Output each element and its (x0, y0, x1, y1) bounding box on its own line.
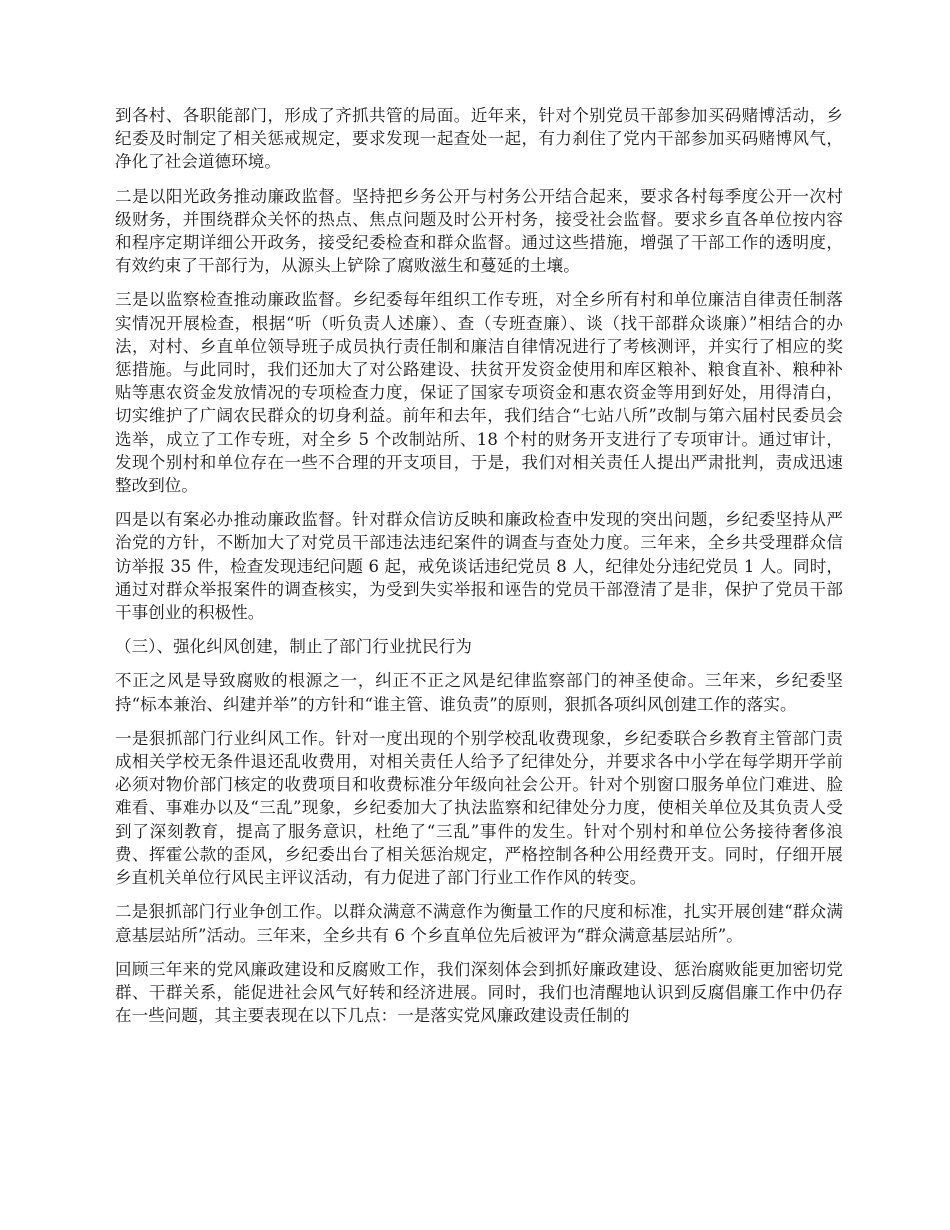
paragraph-3: 三是以监察检查推动廉政监督。乡纪委每年组织工作专班，对全乡所有村和单位廉洁自律责任制落实情况开展检查，根据“听（听负责人述廉）、查（专班查廉）、谈（找干部群众谈廉）”相结合的办法，对村、乡直单位领导班子成员执行责任制和廉洁自律情况进行了考核测评，并实行了相应的奖惩措施。与此同时，我们还加大了对公路建设、扶贫开发资金使用和库区粮补、粮食直补、粮种补贴等惠农资金发放情况的专项检查力度，保证了国家专项资金和惠农资金等用到好处，用得清白，切实维护了广阔农民群众的切身利益。前年和去年，我们结合“七站八所”改制与第六届村民委员会选举，成立了工作专班，对全乡 5 个改制站所、18 个村的财务开支进行了专项审计。通过审计，发现个别村和单位存在一些不合理的开支项目，于是，我们对相关责任人提出严肃批判，责成迅速整改到位。 (115, 290, 843, 496)
paragraph-4: 四是以有案必办推动廉政监督。针对群众信访反映和廉政检查中发现的突出问题，乡纪委坚持从严治党的方针，不断加大了对党员干部违法违纪案件的调查与查处力度。三年来，全乡共受理群众信访举报 35 件，检查发现违纪问题 6 起，戒免谈话违纪党员 8 人，纪律处分违纪党员 1 人。同时，通过对群众举报案件的调查核实，为受到失实举报和诬告的党员干部澄清了是非，保护了党员干部干事创业的积极性。 (115, 510, 843, 623)
paragraph-7: 二是狠抓部门行业争创工作。以群众满意不满意作为衡量工作的尺度和标准，扎实开展创建“群众满意基层站所”活动。三年来，全乡共有 6 个乡直单位先后被评为“群众满意基层站所”。 (115, 902, 843, 945)
paragraph-2: 二是以阳光政务推动廉政监督。坚持把乡务公开与村务公开结合起来，要求各村每季度公开一次村级财务，并围绕群众关怀的热点、焦点问题及时公开村务，接受社会监督。要求乡直各单位按内容和程序定期详细公开政务，接受纪委检查和群众监督。通过这些措施，增强了干部工作的透明度，有效约束了干部行为，从源头上铲除了腐败滋生和蔓延的土壤。 (115, 186, 843, 276)
paragraph-5: 不正之风是导致腐败的根源之一，纠正不正之风是纪律监察部门的神圣使命。三年来，乡纪委坚持“标本兼治、纠建并举”的方针和“谁主管、谁负责”的原则，狠抓各项纠风创建工作的落实。 (115, 671, 843, 714)
paragraph-6: 一是狠抓部门行业纠风工作。针对一度出现的个别学校乱收费现象，乡纪委联合乡教育主管部门责成相关学校无条件退还乱收费用，对相关责任人给予了纪律处分，并要求各中小学在每学期开学前必须对物价部门核定的收费项目和收费标准分年级向社会公开。针对个别窗口服务单位门难进、脸难看、事难办以及“三乱”现象，乡纪委加大了执法监察和纪律处分力度，使相关单位及其负责人受到了深刻教育，提高了服务意识，杜绝了“三乱”事件的发生。针对个别村和单位公务接待奢侈浪费、挥霍公款的歪风，乡纪委出台了相关惩治规定，严格控制各种公用经费开支。同时，仔细开展乡直机关单位行风民主评议活动，有力促进了部门行业工作作风的转变。 (115, 728, 843, 888)
section-heading: （三）、强化纠风创建，制止了部门行业扰民行为 (115, 637, 472, 657)
paragraph-8: 回顾三年来的党风廉政建设和反腐败工作，我们深刻体会到抓好廉政建设、惩治腐败能更加密切党群、干群关系，能促进社会风气好转和经济进展。同时，我们也清醒地认识到反腐倡廉工作中仍存在一些问题，其主要表现在以下几点：一是落实党风廉政建设责任制的 (115, 959, 843, 1026)
paragraph-1: 到各村、各职能部门，形成了齐抓共管的局面。近年来，针对个别党员干部参加买码赌博活动，乡纪委及时制定了相关惩戒规定，要求发现一起查处一起，有力刹住了党内干部参加买码赌博风气，净化了社会道德环境。 (115, 106, 843, 172)
document-page (115, 104, 843, 1038)
